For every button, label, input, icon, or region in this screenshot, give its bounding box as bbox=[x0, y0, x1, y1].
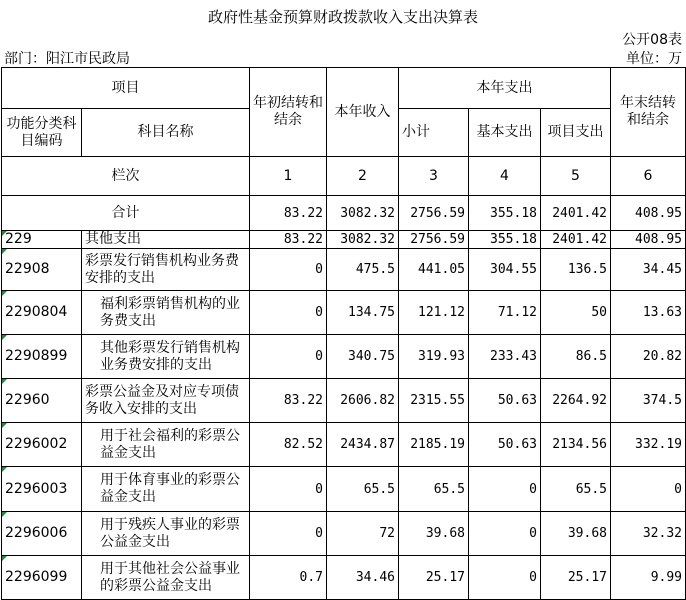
row-value: 0 bbox=[250, 512, 327, 556]
row-value: 3082.32 bbox=[327, 231, 399, 249]
row-value: 136.5 bbox=[541, 249, 611, 291]
row-code-text: 229 bbox=[5, 231, 32, 247]
row-code-text: 2296003 bbox=[5, 480, 68, 497]
row-value: 72 bbox=[327, 512, 399, 556]
row-value: 2134.56 bbox=[541, 423, 611, 467]
row-value: 2315.55 bbox=[399, 379, 469, 423]
cell-marker-icon bbox=[2, 423, 7, 428]
header-income: 本年收入 bbox=[327, 68, 399, 157]
table-row bbox=[2, 335, 686, 379]
row-value: 9.99 bbox=[611, 556, 686, 600]
total-label: 合计 bbox=[2, 196, 250, 231]
table-row bbox=[2, 467, 686, 512]
row-value: 319.93 bbox=[399, 335, 469, 379]
row-code-text: 2296006 bbox=[5, 525, 68, 541]
table-row bbox=[2, 379, 686, 423]
row-value: 0 bbox=[611, 467, 686, 512]
row-value: 2264.92 bbox=[541, 379, 611, 423]
row-code bbox=[2, 291, 82, 335]
row-name: 福利彩票销售机构的业务费支出 bbox=[82, 291, 250, 335]
row-value: 374.5 bbox=[611, 379, 686, 423]
header-func-code: 功能分类科目编码 bbox=[2, 109, 82, 157]
row-value: 233.43 bbox=[469, 335, 541, 379]
row-value: 65.5 bbox=[327, 467, 399, 512]
header-basic-expense: 基本支出 bbox=[469, 109, 541, 157]
row-value: 332.19 bbox=[611, 423, 686, 467]
total-value: 3082.32 bbox=[327, 196, 399, 231]
header-subject-name: 科目名称 bbox=[82, 109, 250, 157]
row-value: 65.5 bbox=[541, 467, 611, 512]
total-value: 408.95 bbox=[611, 196, 686, 231]
row-value: 83.22 bbox=[250, 231, 327, 249]
row-code bbox=[2, 423, 82, 467]
cell-marker-icon bbox=[2, 335, 7, 340]
table-row bbox=[2, 423, 686, 467]
row-value: 50.63 bbox=[469, 423, 541, 467]
row-code-text: 22960 bbox=[5, 392, 50, 408]
header-expense: 本年支出 bbox=[399, 68, 611, 109]
cell-marker-icon bbox=[2, 467, 7, 472]
total-value: 2756.59 bbox=[399, 196, 469, 231]
header-project-expense: 项目支出 bbox=[541, 109, 611, 157]
row-code bbox=[2, 556, 82, 600]
row-value: 441.05 bbox=[399, 249, 469, 291]
row-value: 39.68 bbox=[399, 512, 469, 556]
row-code-text: 2290804 bbox=[5, 304, 68, 320]
row-value: 121.12 bbox=[399, 291, 469, 335]
col-number: 1 bbox=[250, 157, 327, 196]
row-value: 71.12 bbox=[469, 291, 541, 335]
total-value: 355.18 bbox=[469, 196, 541, 231]
row-value: 2401.42 bbox=[541, 231, 611, 249]
row-code-text: 2290899 bbox=[5, 348, 68, 364]
row-name: 其他支出 bbox=[82, 231, 250, 249]
cell-marker-icon bbox=[2, 379, 7, 384]
row-value: 0 bbox=[469, 512, 541, 556]
cell-marker-icon bbox=[2, 512, 7, 517]
row-value: 82.52 bbox=[250, 423, 327, 467]
row-name: 用于残疾人事业的彩票公益金支出 bbox=[82, 512, 250, 556]
row-number-label: 栏次 bbox=[2, 157, 250, 196]
col-number: 6 bbox=[611, 157, 686, 196]
row-name: 彩票发行销售机构业务费安排的支出 bbox=[82, 249, 250, 291]
table-row bbox=[2, 556, 686, 600]
total-value: 2401.42 bbox=[541, 196, 611, 231]
row-value: 408.95 bbox=[611, 231, 686, 249]
table-row bbox=[2, 249, 686, 291]
row-name: 彩票公益金及对应专项债务收入安排的支出 bbox=[82, 379, 250, 423]
cell-marker-icon bbox=[2, 231, 7, 236]
col-number: 3 bbox=[399, 157, 469, 196]
budget-table bbox=[1, 67, 686, 600]
form-code: 公开08表 bbox=[622, 32, 682, 48]
row-value: 134.75 bbox=[327, 291, 399, 335]
total-row bbox=[2, 196, 686, 231]
row-code bbox=[2, 335, 82, 379]
header-begin-balance: 年初结转和结余 bbox=[250, 68, 327, 157]
row-value: 34.45 bbox=[611, 249, 686, 291]
table-row bbox=[2, 291, 686, 335]
row-code-text: 2296099 bbox=[5, 569, 68, 585]
row-value: 25.17 bbox=[399, 556, 469, 600]
row-value: 0 bbox=[250, 467, 327, 512]
row-value: 355.18 bbox=[469, 231, 541, 249]
header-end-balance: 年末结转和结余 bbox=[611, 68, 686, 157]
row-value: 0 bbox=[250, 291, 327, 335]
col-number: 4 bbox=[469, 157, 541, 196]
header-subtotal: 小计 bbox=[399, 109, 469, 157]
row-value: 86.5 bbox=[541, 335, 611, 379]
row-value: 340.75 bbox=[327, 335, 399, 379]
row-code bbox=[2, 512, 82, 556]
col-number: 2 bbox=[327, 157, 399, 196]
total-value: 83.22 bbox=[250, 196, 327, 231]
row-code-text: 22908 bbox=[5, 261, 50, 277]
row-value: 20.82 bbox=[611, 335, 686, 379]
row-name: 用于体育事业的彩票公益金支出 bbox=[82, 467, 250, 512]
row-name: 其他彩票发行销售机构业务费安排的支出 bbox=[82, 335, 250, 379]
row-value: 34.46 bbox=[327, 556, 399, 600]
row-code bbox=[2, 231, 82, 249]
row-value: 13.63 bbox=[611, 291, 686, 335]
row-value: 2185.19 bbox=[399, 423, 469, 467]
table-row bbox=[2, 512, 686, 556]
row-value: 0 bbox=[469, 556, 541, 600]
row-value: 0 bbox=[469, 467, 541, 512]
row-value: 2434.87 bbox=[327, 423, 399, 467]
row-value: 32.32 bbox=[611, 512, 686, 556]
row-name: 用于其他社会公益事业的彩票公益金支出 bbox=[82, 556, 250, 600]
row-value: 304.55 bbox=[469, 249, 541, 291]
row-value: 0 bbox=[250, 249, 327, 291]
table-row bbox=[2, 231, 686, 249]
col-number: 5 bbox=[541, 157, 611, 196]
cell-marker-icon bbox=[2, 249, 7, 254]
header-item: 项目 bbox=[2, 68, 250, 109]
row-code bbox=[2, 467, 82, 512]
row-value: 2606.82 bbox=[327, 379, 399, 423]
row-value: 2756.59 bbox=[399, 231, 469, 249]
row-value: 50.63 bbox=[469, 379, 541, 423]
row-number-row bbox=[2, 157, 686, 196]
row-value: 39.68 bbox=[541, 512, 611, 556]
row-value: 25.17 bbox=[541, 556, 611, 600]
row-code-text: 2296002 bbox=[5, 436, 68, 452]
row-value: 0.7 bbox=[250, 556, 327, 600]
unit-label: 单位：万 bbox=[626, 51, 682, 67]
row-value: 0 bbox=[250, 335, 327, 379]
row-code bbox=[2, 379, 82, 423]
cell-marker-icon bbox=[2, 556, 7, 561]
report-title: 政府性基金预算财政拨款收入支出决算表 bbox=[207, 8, 478, 26]
row-code bbox=[2, 249, 82, 291]
department-label: 部门：阳江市民政局 bbox=[4, 51, 130, 67]
row-name: 用于社会福利的彩票公益金支出 bbox=[82, 423, 250, 467]
row-value: 50 bbox=[541, 291, 611, 335]
row-value: 475.5 bbox=[327, 249, 399, 291]
cell-marker-icon bbox=[2, 291, 7, 296]
row-value: 83.22 bbox=[250, 379, 327, 423]
row-value: 65.5 bbox=[399, 467, 469, 512]
